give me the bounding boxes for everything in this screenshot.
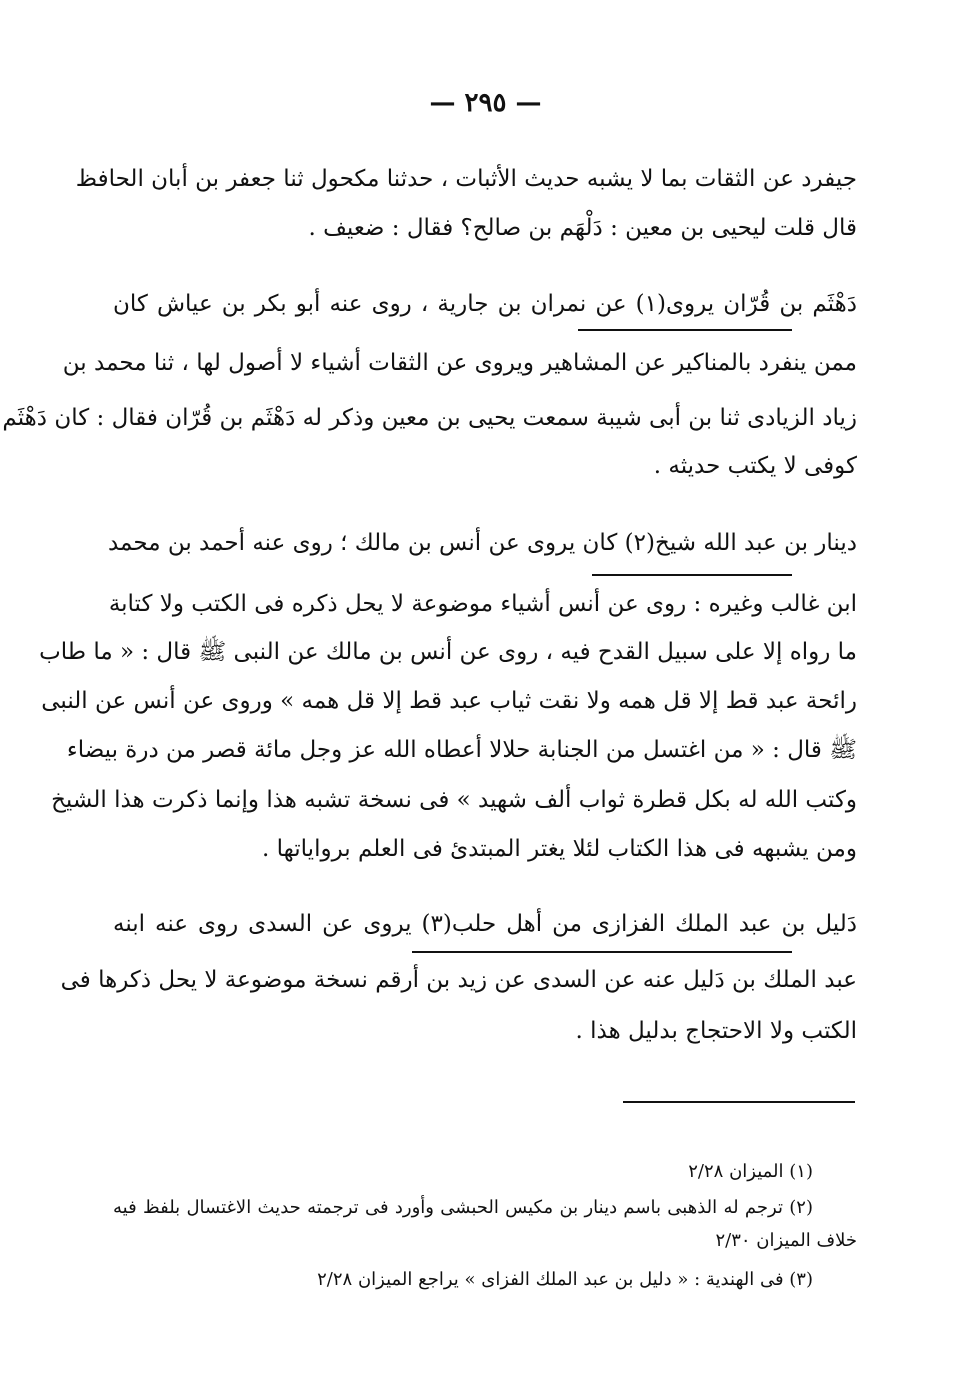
entry-name-underline [412,951,792,953]
text-line: ومن يشبهه فى هذا الكتاب لئلا يغتر المبتدئ فى العلم برواياتها . [262,836,857,862]
text-line: ﷺ قال : « من اغتسل من الجنابة حلالا أعطاه الله عز وجل مائة قصر من درة بيضاء [66,737,857,763]
footnote: (٣) فى الهندية : « دليل بن عبد الملك الفزاى » يراجع الميزان ٢/٢٨ [317,1269,813,1290]
text-line: زياد الزيادى ثنا بن أبى شيبة سمعت يحيى بن معين وذكر له دَهْثَم بن قُرّان فقال : كان دَهْثَم [2,405,857,431]
footnote: خلاف الميزان ٢/٣٠ [715,1230,857,1251]
entry-dalil-heading-line: دَليل بن عبد الملك الفزازى من أهل حلب(٣) يروى عن السدى روى عنه ابنه [113,911,857,937]
text-line: ابن غالب وغيره : روى عن أنس أشياء موضوعة لا يحل ذكره فى الكتب ولا كتابة [108,591,857,617]
text-line: ممن ينفرد بالمناكير عن المشاهير ويروى عن الثقات أشياء لا أصول لها ، ثنا محمد بن [62,350,857,376]
text-line: وكتب الله له بكل قطرة ثواب ألف شهيد » فى نسخة تشبه هذا وإنما ذكرت هذا الشيخ [51,787,857,813]
text-line: جيفرد عن الثقات بما لا يشبه حديث الأثبات ، حدثنا مكحول ثنا جعفر بن أبان الحافظ [75,166,857,192]
text-line: رائحة عبد قط إلا قل همه ولا نقت ثياب عبد قط إلا قل همه » وروى عن أنس عن النبى [41,688,857,714]
text-line: ما رواه إلا على سبيل القدح فيه ، روى عن أنس بن مالك عن النبى ﷺ قال : « ما طاب [39,639,857,665]
footnote: (٢) ترجم له الذهبى باسم دينار بن مكيس الحبشى وأورد فى ترجمته حديث الاغتسال بلفظ فيه [113,1197,813,1218]
entry-dahtham-heading-line: دَهْثَم بن قُرّان يروى(١) عن نمران بن جارية ، روى عنه أبو بكر بن عياش كان [113,291,857,317]
entry-name-underline [578,329,792,331]
text-line: قال قلت ليحيى بن معين : دَلْهَم بن صالح؟ فقال : ضعيف . [308,215,857,241]
text-line: الكتب ولا الاحتجاج بدليل هذا . [575,1018,857,1044]
entry-name-underline [592,574,792,576]
text-line: عبد الملك بن دَليل عنه عن السدى عن زيد بن أرقم نسخة موضوعة لا يحل ذكرها فى [60,967,857,993]
page-number: — ٢٩٥ — [429,88,542,118]
entry-dinar-heading-line: دينار بن عبد الله شيخ(٢) كان يروى عن أنس بن مالك ؛ روى عنه أحمد بن محمد [107,530,857,556]
footnote: (١) الميزان ٢/٢٨ [688,1161,813,1182]
text-line: كوفى لا يكتب حديثه . [653,453,857,479]
footnote-separator [623,1101,855,1103]
